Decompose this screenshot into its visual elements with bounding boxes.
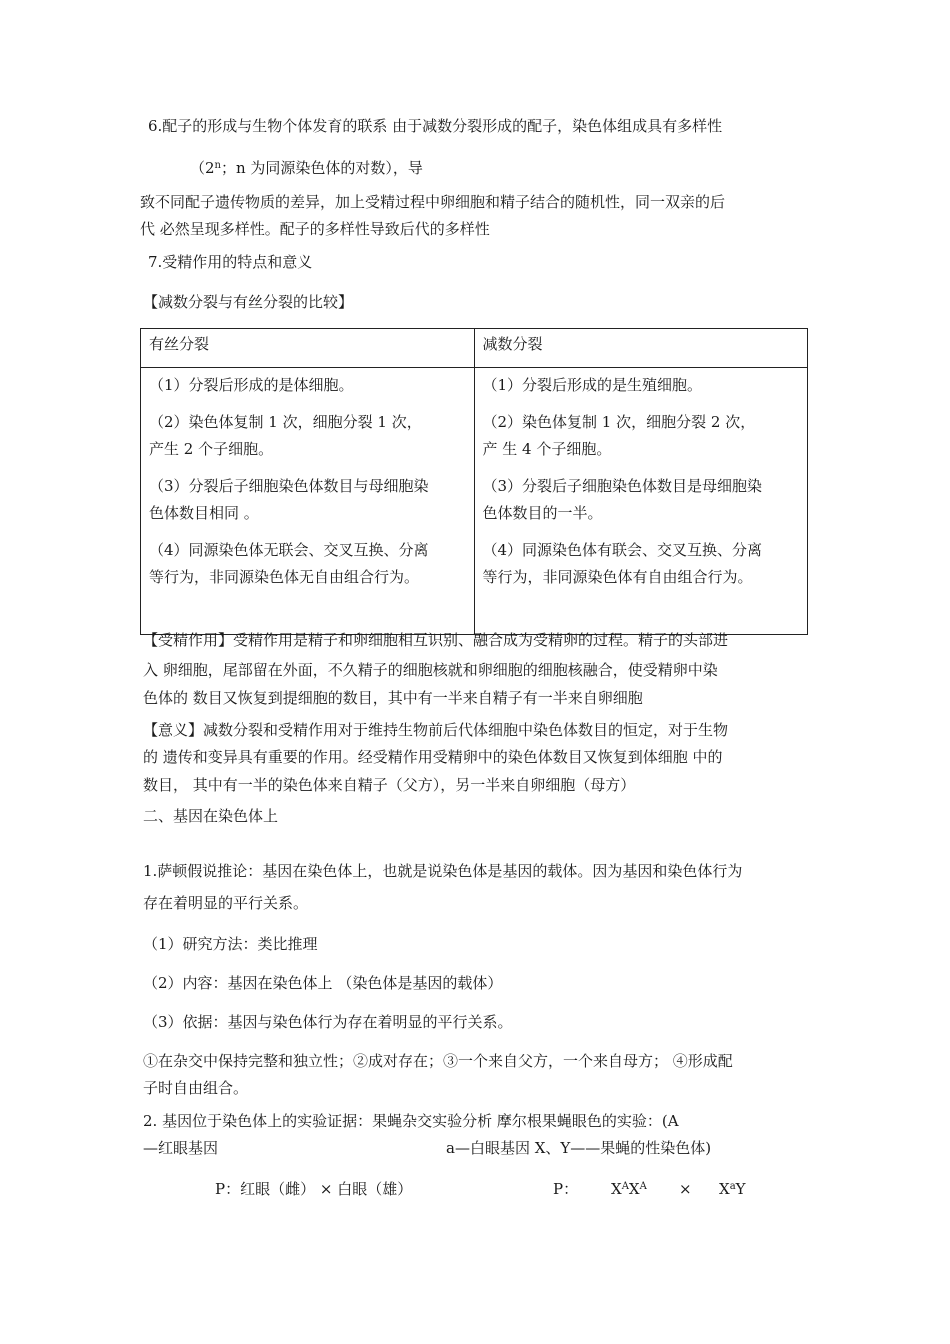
mitosis-item-1: [149, 372, 466, 399]
col-header-mitosis: 有丝分裂: [141, 329, 475, 368]
cross-p-label: P：: [553, 1180, 579, 1198]
sutton-line2: 存在着明显的平行关系。: [143, 894, 309, 912]
exp-line2b: a—白眼基因 X、Y——果蝇的性染色体): [446, 1139, 712, 1157]
sutton-content: （2）内容：基因在染色体上 （染色体是基因的载体）: [143, 974, 503, 992]
mitosis-item-line: 色体数目相同 。: [149, 504, 259, 522]
meiosis-item-line: （4）同源染色体有联会、交叉互换、分离: [482, 541, 763, 559]
meiosis-item-line: 产 生 4 个子细胞。: [482, 440, 612, 458]
allele-sup: a: [729, 1181, 736, 1192]
cross-phenotype: P：红眼（雌） × 白眼（雄）: [215, 1180, 413, 1198]
meaning-line1: 【意义】减数分裂和受精作用对于维持生物前后代体细胞中染色体数目的恒定，对于生物: [143, 721, 729, 739]
meiosis-item-4: [483, 537, 800, 591]
mitosis-item-2: [149, 409, 466, 463]
meiosis-item-line: 色体数目的一半。: [482, 504, 603, 522]
mitosis-item-line: （4）同源染色体无联会、交叉互换、分离: [149, 541, 429, 559]
meiosis-item-line: （3）分裂后子细胞染色体数目是母细胞染: [482, 477, 763, 495]
fert-line3: 色体的 数目又恢复到提细胞的数目，其中有一半来自精子有一半来自卵细胞: [143, 689, 643, 707]
mitosis-item-line: 等行为，非同源染色体无自由组合行为。: [149, 568, 420, 586]
meiosis-item-2: [483, 409, 800, 463]
sutton-method: （1）研究方法：类比推理: [143, 935, 318, 953]
x-chrom: X: [611, 1180, 622, 1198]
sutton-line1: 1.萨顿假说推论：基因在染色体上，也就是说染色体是基因的载体。因为基因和染色体行为: [143, 862, 743, 880]
cross-male-genotype: [719, 1179, 746, 1199]
mitosis-item-line: （3）分裂后子细胞染色体数目与母细胞染: [149, 477, 429, 495]
meiosis-item-3: [483, 473, 800, 527]
allele-sup: A: [639, 1181, 647, 1192]
y-chrom: Y: [735, 1180, 746, 1198]
meiosis-item-1: [483, 372, 800, 399]
fert-line2: 入 卵细胞，尾部留在外面，不久精子的细胞核就和卵细胞的细胞核融合，使受精卵中染: [143, 661, 718, 679]
meaning-line2: 的 遗传和变异具有重要的作用。经受精作用受精卵中的染色体数目又恢复到体细胞 中的: [143, 748, 723, 766]
mitosis-item-3: [149, 473, 466, 527]
mitosis-item-line: （1）分裂后形成的是体细胞。: [149, 376, 354, 394]
s6-line2: [190, 158, 423, 178]
meaning-line3: 数目， 其中有一半的染色体来自精子（父方），另一半来自卵细胞（母方）: [143, 776, 636, 794]
mitosis-item-line: 产生 2 个子细胞。: [149, 440, 274, 458]
s7-title: 7.受精作用的特点和意义: [148, 253, 313, 271]
comparison-table: [140, 328, 808, 635]
s6-line4: 代 必然呈现多样性。配子的多样性导致后代的多样性: [140, 220, 490, 238]
cross-times: ×: [679, 1180, 692, 1198]
meiosis-item-line: （2）染色体复制 1 次，细胞分裂 2 次，: [482, 413, 756, 431]
s6-line2-sup: n: [214, 160, 221, 171]
allele-sup: A: [621, 1181, 629, 1192]
compare-heading: 【减数分裂与有丝分裂的比较】: [143, 293, 354, 311]
mitosis-item-4: [149, 537, 466, 591]
sec2-title: 二、基因在染色体上: [143, 807, 279, 825]
s6-line2-post: ；n 为同源染色体的对数），导: [221, 159, 423, 177]
mitosis-item-line: （2）染色体复制 1 次，细胞分裂 1 次，: [149, 413, 422, 431]
col-header-meiosis: 减数分裂: [474, 329, 808, 368]
meiosis-item-line: 等行为，非同源染色体有自由组合行为。: [482, 568, 753, 586]
exp-line2a: —红眼基因: [143, 1139, 219, 1157]
s6-line2-pre: （2: [190, 159, 215, 177]
fert-line1: 【受精作用】受精作用是精子和卵细胞相互识别、融合成为受精卵的过程。精子的头部进: [143, 631, 729, 649]
sutton-points-line2: 子时自由组合。: [143, 1079, 249, 1097]
sutton-basis: （3）依据：基因与染色体行为存在着明显的平行关系。: [143, 1013, 513, 1031]
s6-line3: 致不同配子遗传物质的差异，加上受精过程中卵细胞和精子结合的随机性，同一双亲的后: [140, 193, 726, 211]
x-chrom: X: [628, 1180, 640, 1198]
sutton-points-line1: ①在杂交中保持完整和独立性；②成对存在；③一个来自父方，一个来自母方； ④形成配: [143, 1052, 733, 1070]
cross-female-genotype: [611, 1179, 647, 1199]
exp-line1: 2. 基因位于染色体上的实验证据：果蝇杂交实验分析 摩尔根果蝇眼色的实验：(A: [143, 1112, 679, 1130]
meiosis-cell: [474, 368, 808, 635]
meiosis-item-line: （1）分裂后形成的是生殖细胞。: [482, 376, 703, 394]
s6-line1: 6.配子的形成与生物个体发育的联系 由于减数分裂形成的配子，染色体组成具有多样性: [148, 117, 723, 135]
mitosis-cell: [141, 368, 475, 635]
x-chrom: X: [719, 1180, 730, 1198]
